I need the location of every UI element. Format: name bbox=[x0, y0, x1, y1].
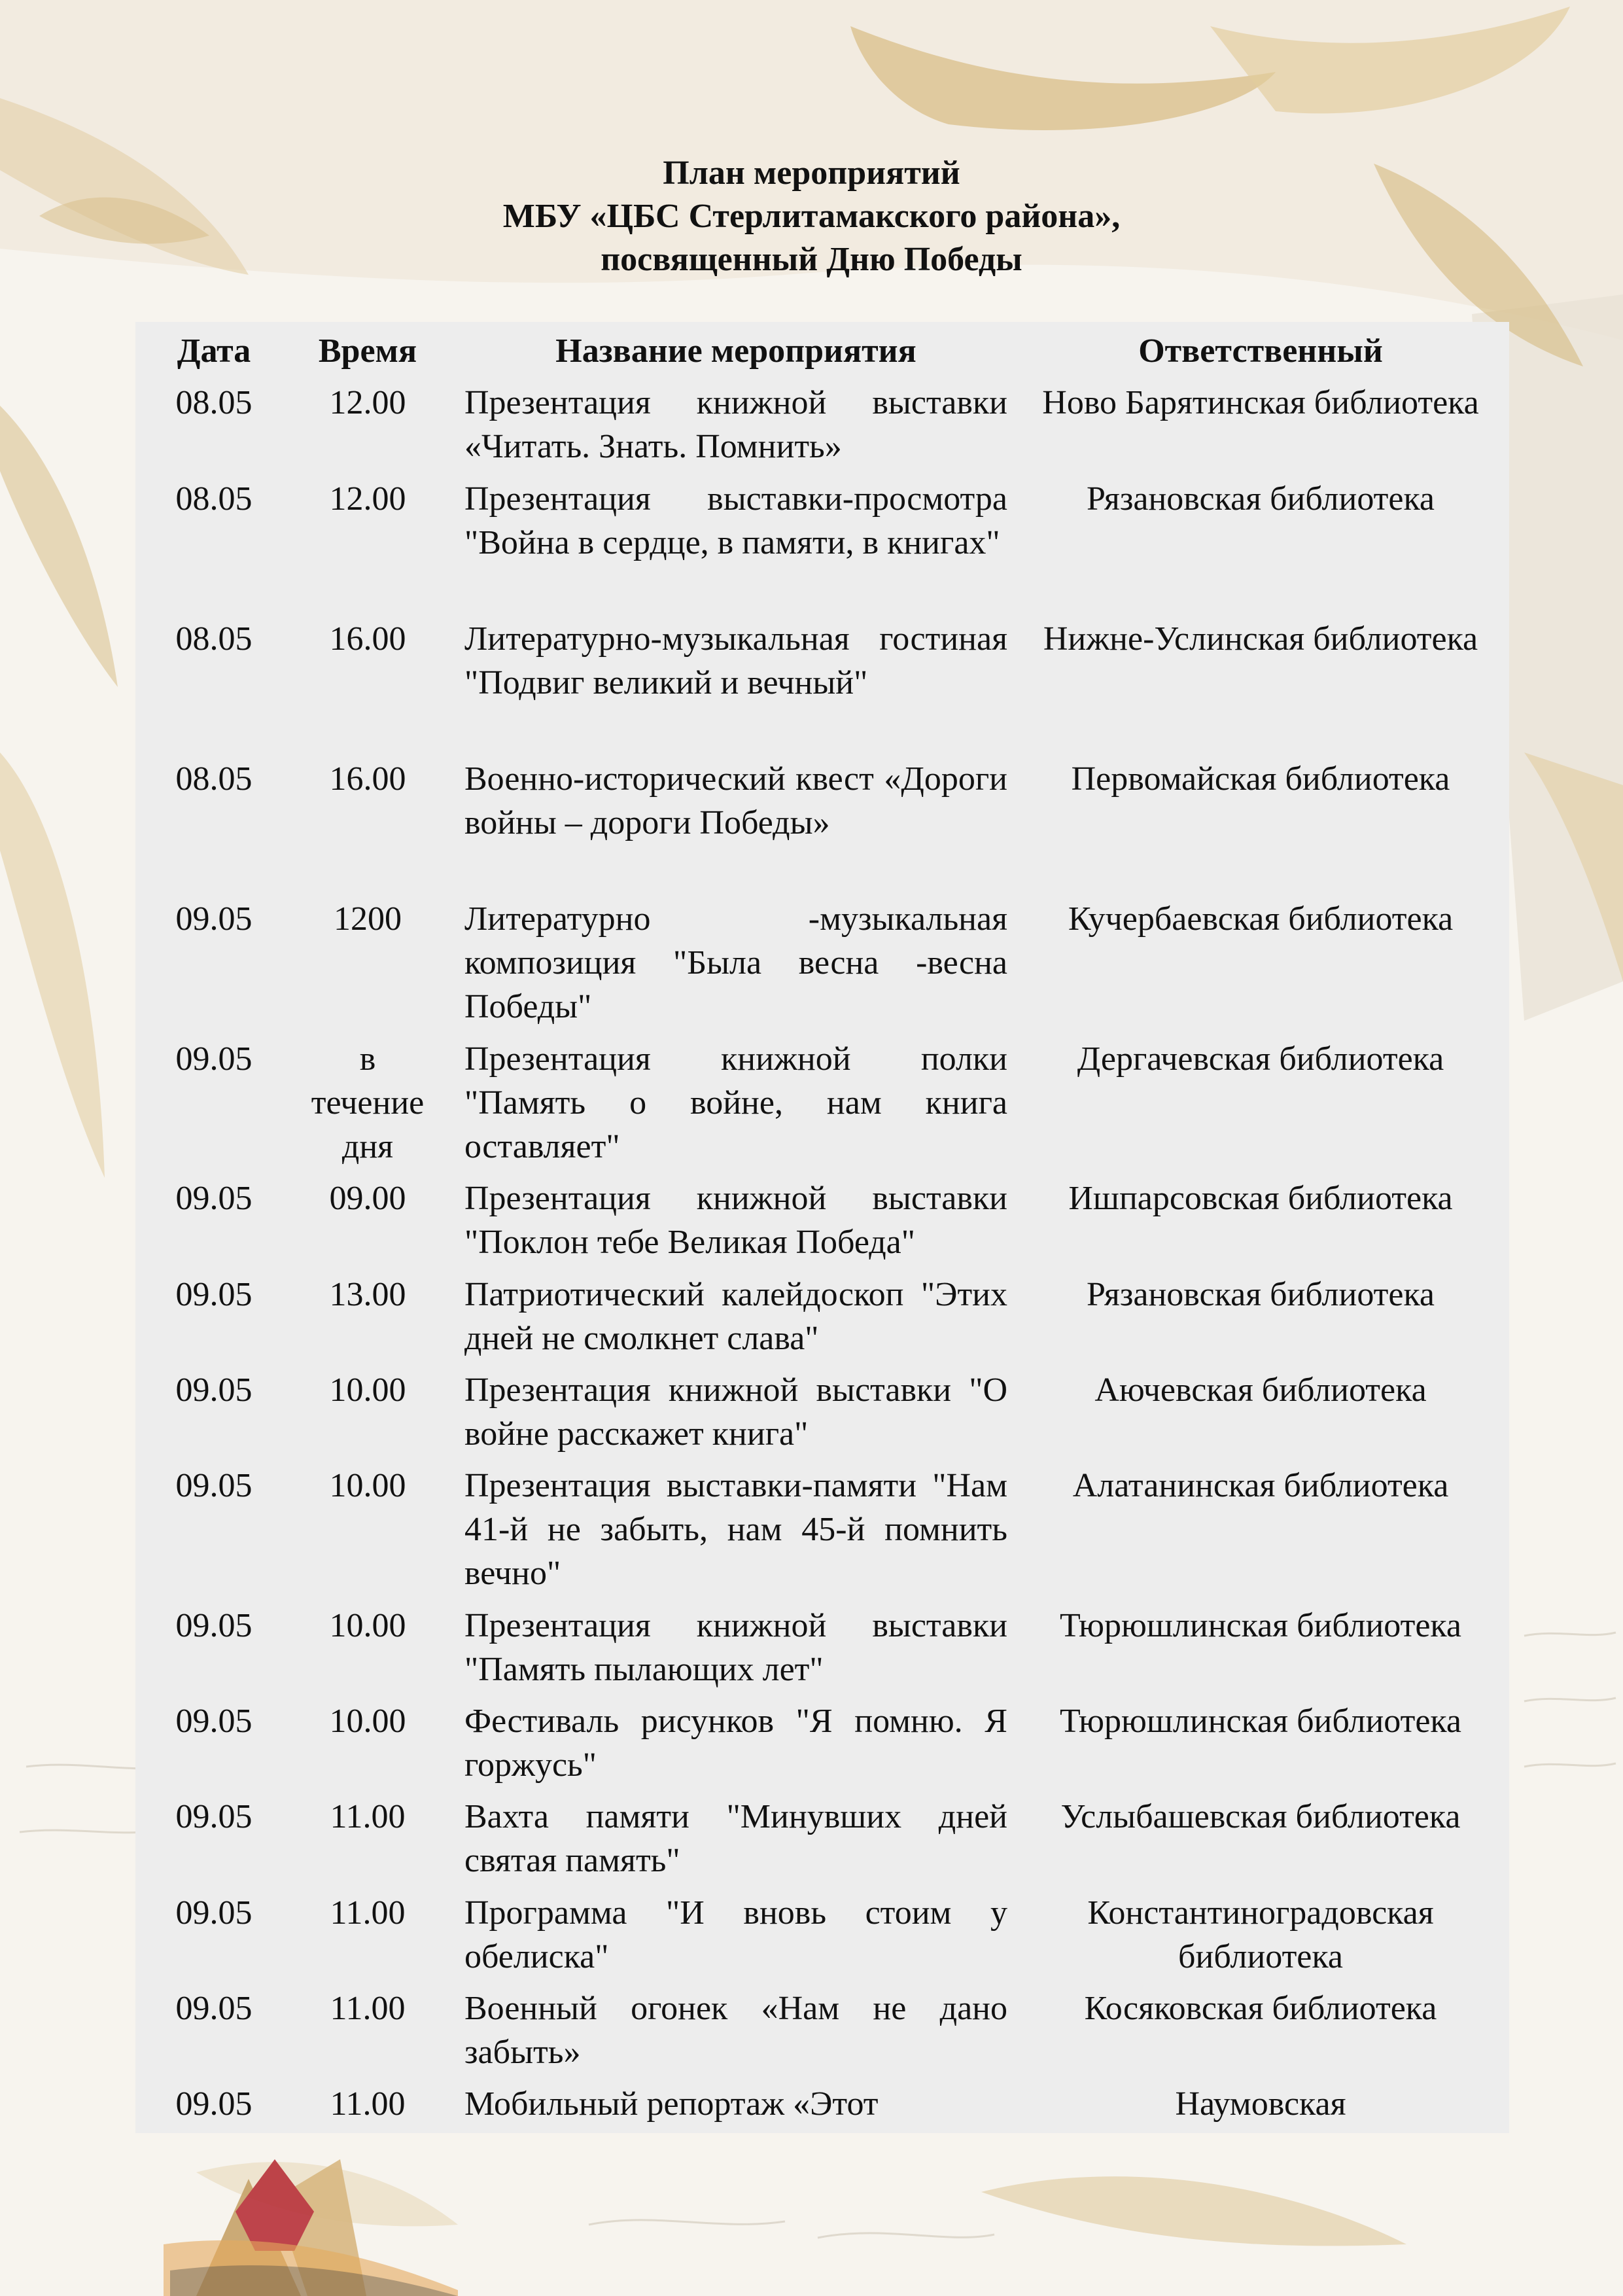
row-date: 08.05 bbox=[175, 480, 253, 518]
row-responsible: Тюрюшлинская библиотека bbox=[1060, 1607, 1461, 1644]
row-time: 13.00 bbox=[329, 1276, 406, 1313]
row-time: 10.00 bbox=[329, 1467, 406, 1504]
row-date: 09.05 bbox=[175, 1703, 253, 1740]
row-responsible: Дергачевская библиотека bbox=[1077, 1040, 1444, 1078]
document-title bbox=[0, 152, 1623, 281]
row-responsible: Ишпарсовская библиотека bbox=[1068, 1180, 1453, 1217]
row-time: в течение дня bbox=[311, 1040, 425, 1165]
row-date: 09.05 bbox=[175, 1467, 253, 1504]
column-header-time: Время bbox=[318, 332, 417, 370]
row-event-name: Вахта памяти "Минувших дней святая память" bbox=[464, 1798, 1007, 1879]
row-date: 09.05 bbox=[175, 1607, 253, 1644]
row-event-name: Мобильный репортаж «Этот bbox=[464, 2085, 879, 2123]
row-date: 09.05 bbox=[175, 900, 253, 938]
row-responsible: Алатанинская библиотека bbox=[1072, 1467, 1449, 1504]
row-time: 16.00 bbox=[329, 760, 406, 798]
row-date: 09.05 bbox=[175, 2085, 253, 2123]
column-header-responsible: Ответственный bbox=[1138, 332, 1383, 370]
row-responsible: Нижне-Услинская библиотека bbox=[1043, 620, 1478, 658]
row-time: 12.00 bbox=[329, 480, 406, 518]
row-responsible: Тюрюшлинская библиотека bbox=[1060, 1703, 1461, 1740]
row-time: 11.00 bbox=[330, 1990, 406, 2027]
row-event-name: Презентация книжной полки "Память о войне, нам книга оставляет" bbox=[464, 1040, 1007, 1165]
row-event-name: Презентация выставки-памяти "Нам 41-й не забыть, нам 45-й помнить вечно" bbox=[464, 1467, 1007, 1592]
title-line-1: План мероприятий bbox=[663, 154, 960, 192]
row-responsible: Рязановская библиотека bbox=[1086, 1276, 1435, 1313]
row-responsible: Наумовская bbox=[1175, 2085, 1346, 2123]
row-date: 09.05 bbox=[175, 1180, 253, 1217]
row-date: 09.05 bbox=[175, 1371, 253, 1409]
row-responsible: Рязановская библиотека bbox=[1086, 480, 1435, 518]
row-time: 11.00 bbox=[330, 2085, 406, 2123]
row-date: 09.05 bbox=[175, 1894, 253, 1932]
row-responsible: Ново Барятинская библиотека bbox=[1042, 384, 1479, 421]
row-date: 08.05 bbox=[175, 760, 253, 798]
row-responsible: Аючевская библиотека bbox=[1094, 1371, 1427, 1409]
row-date: 09.05 bbox=[175, 1990, 253, 2027]
row-event-name: Презентация книжной выставки "Память пылающих лет" bbox=[464, 1607, 1007, 1688]
row-event-name: Презентация книжной выставки "О войне расскажет книга" bbox=[464, 1371, 1007, 1453]
row-date: 09.05 bbox=[175, 1040, 253, 1078]
row-responsible: Константиноградовская библиотека bbox=[1087, 1894, 1434, 1975]
row-date: 09.05 bbox=[175, 1798, 253, 1835]
row-time: 11.00 bbox=[330, 1798, 406, 1835]
row-time: 10.00 bbox=[329, 1703, 406, 1740]
column-header-date: Дата bbox=[177, 332, 251, 370]
column-header-event-name: Название мероприятия bbox=[555, 332, 916, 370]
row-time: 10.00 bbox=[329, 1371, 406, 1409]
row-event-name: Военный огонек «Нам не дано забыть» bbox=[464, 1990, 1007, 2071]
row-event-name: Литературно-музыкальная гостиная "Подвиг великий и вечный" bbox=[464, 620, 1007, 701]
row-event-name: Программа "И вновь стоим у обелиска" bbox=[464, 1894, 1007, 1975]
title-line-2: МБУ «ЦБС Стерлитамакского района», bbox=[502, 198, 1121, 235]
row-time: 12.00 bbox=[329, 384, 406, 421]
row-event-name: Презентация выставки-просмотра "Война в сердце, в памяти, в книгах" bbox=[464, 480, 1007, 561]
row-date: 08.05 bbox=[175, 384, 253, 421]
row-event-name: Презентация книжной выставки «Читать. Знать. Помнить» bbox=[464, 384, 1007, 465]
title-line-3: посвященный Дню Победы bbox=[601, 241, 1022, 278]
row-event-name: Фестиваль рисунков "Я помню. Я горжусь" bbox=[464, 1703, 1007, 1784]
row-time: 10.00 bbox=[329, 1607, 406, 1644]
row-event-name: Презентация книжной выставки "Поклон тебе Великая Победа" bbox=[464, 1180, 1007, 1261]
row-event-name: Военно-исторический квест «Дороги войны – дороги Победы» bbox=[464, 760, 1007, 841]
row-event-name: Патриотический калейдоскоп "Этих дней не смолкнет слава" bbox=[464, 1276, 1007, 1357]
row-time: 1200 bbox=[334, 900, 402, 938]
row-time: 11.00 bbox=[330, 1894, 406, 1932]
row-responsible: Кучербаевская библиотека bbox=[1068, 900, 1454, 938]
row-time: 09.00 bbox=[329, 1180, 406, 1217]
row-responsible: Косяковская библиотека bbox=[1084, 1990, 1437, 2027]
row-date: 08.05 bbox=[175, 620, 253, 658]
row-time: 16.00 bbox=[329, 620, 406, 658]
row-responsible: Услыбашевская библиотека bbox=[1060, 1798, 1461, 1835]
row-event-name: Литературно -музыкальная композиция "Была весна -весна Победы" bbox=[464, 900, 1007, 1025]
row-responsible: Первомайская библиотека bbox=[1071, 760, 1450, 798]
row-date: 09.05 bbox=[175, 1276, 253, 1313]
